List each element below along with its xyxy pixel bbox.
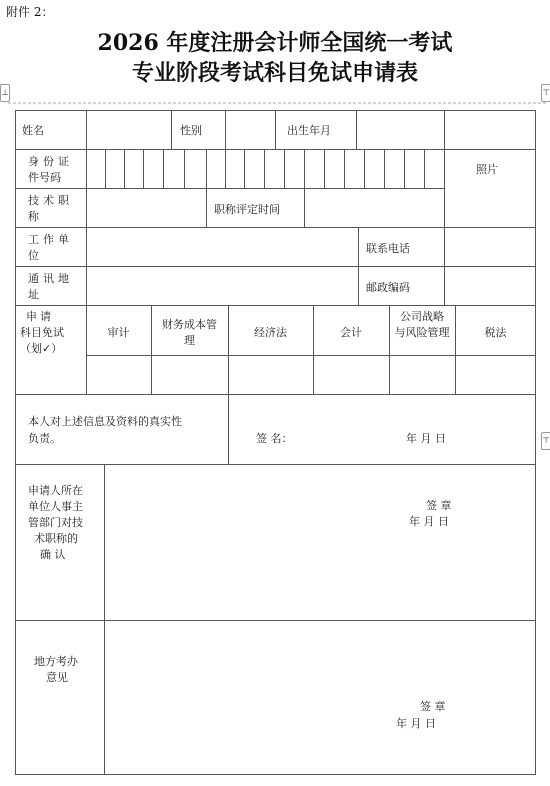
hr-confirm-line4: 术职称的 xyxy=(34,532,78,545)
left-edge-marker: ⊥ xyxy=(0,84,10,102)
label-work-unit-line2: 位 xyxy=(28,249,39,262)
declaration-line2: 负责。 xyxy=(28,432,61,445)
declaration-date: 年 月 日 xyxy=(406,432,446,445)
form-title-line1: 2026 年度注册会计师全国统一考试 xyxy=(97,30,453,56)
label-phone: 联系电话 xyxy=(366,242,410,255)
label-id-number-line2: 件号码 xyxy=(28,171,61,184)
local-opinion-date: 年 月 日 xyxy=(396,717,436,730)
form-title-line2: 专业阶段考试科目免试申请表 xyxy=(131,60,418,86)
local-opinion-line1: 地方考办 xyxy=(34,655,78,668)
label-birth-date: 出生年月 xyxy=(287,124,331,137)
label-address-line1: 通讯地 xyxy=(28,272,73,285)
label-exempt-line3: （划✓） xyxy=(20,342,63,355)
label-postcode: 邮政编码 xyxy=(366,281,410,294)
subject-strategy-line1: 公司战略 xyxy=(400,310,444,323)
label-tech-title-line2: 称 xyxy=(28,210,39,223)
hr-confirm-line3: 管部门对技 xyxy=(28,516,83,529)
subject-accounting: 会计 xyxy=(340,326,362,339)
label-work-unit-line1: 工作单 xyxy=(28,233,73,246)
label-title-eval-time: 职称评定时间 xyxy=(214,203,280,216)
hr-confirm-date: 年 月 日 xyxy=(409,515,449,528)
subject-tax-law: 税法 xyxy=(484,326,507,339)
label-name: 姓名 xyxy=(22,124,44,137)
subject-audit: 审计 xyxy=(107,326,130,339)
hr-confirm-line1: 申请人所在 xyxy=(28,484,83,497)
label-exempt-line2: 科目免试 xyxy=(20,326,64,339)
label-tech-title-line1: 技术职 xyxy=(28,194,73,207)
hr-confirm-stamp: 签 章 xyxy=(426,499,452,512)
label-gender: 性别 xyxy=(180,124,202,137)
label-address-line2: 址 xyxy=(28,288,39,301)
hr-confirm-line5: 确 认 xyxy=(40,548,66,561)
right-edge-marker: ⊤ xyxy=(541,84,550,102)
attachment-label: 附件 2： xyxy=(6,5,54,19)
label-exempt-line1: 申请 xyxy=(26,310,54,323)
hr-confirm-line2: 单位人事主 xyxy=(28,500,83,513)
subject-finance-line2: 理 xyxy=(184,334,195,347)
subject-finance-line1: 财务成本管 xyxy=(162,318,217,331)
right-mid-marker: ⊤ xyxy=(541,432,550,450)
label-photo: 照片 xyxy=(476,163,498,176)
label-id-number-line1: 身份证 xyxy=(28,155,73,168)
declaration-line1: 本人对上述信息及资料的真实性 xyxy=(28,415,182,428)
subject-economic-law: 经济法 xyxy=(254,326,287,339)
declaration-sign: 签 名： xyxy=(256,432,293,445)
subject-strategy-line2: 与风险管理 xyxy=(394,326,450,339)
local-opinion-line2: 意见 xyxy=(46,671,68,684)
local-opinion-stamp: 签 章 xyxy=(420,700,446,713)
